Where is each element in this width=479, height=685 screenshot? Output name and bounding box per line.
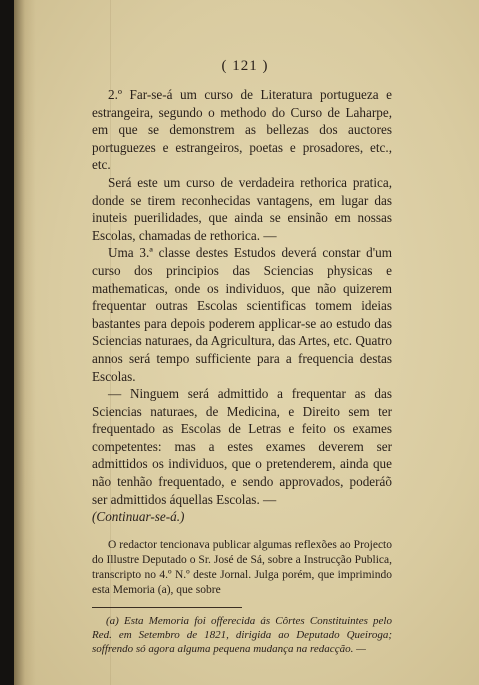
paragraph-admission: — Ninguem será admittido a frequentar as das Sciencias naturaes, de Medicina, e Direito sem ter frequentado as Escolas de Letras e feito os exames competentes: mas a estes exames deverem ser admittidos os individuos, que o pretenderem, ainda que não tenhão frequentado, e sendo approvados, poderáõ ser admittidos áquellas Escolas. —	[92, 386, 392, 507]
editor-note: O redactor tencionava publicar algumas reflexões ao Projecto do Illustre Deputado o Sr. José de Sá, sobre a Instrucção Publica, transcripto no 4.º N.º deste Jornal. Julga porém, que imprimindo esta Memoria (a), que sobre	[92, 538, 392, 596]
page-number: ( 121 )	[221, 58, 269, 74]
main-body	[92, 86, 392, 526]
continuation-note: (Continuar-se-á.)	[92, 509, 185, 525]
footnote-rule	[92, 607, 242, 608]
footnote: (a) Esta Memoria foi offerecida ás Côrtes Constituintes pelo Red. em Setembro de 1821, dirigida ao Deputado Queiroga; soffrendo só agora alguma pequena mudança na redacção. —	[92, 614, 392, 655]
page-gutter-shadow	[14, 0, 36, 685]
paragraph-third-class: Uma 3.ª classe destes Estudos deverá constar d'um curso dos principios das Sciencias physicas e mathematicas, onde os individuos, que não quizerem frequentar outras Escolas scientificas tomem ideias bastantes para depois poderem applicar-se ao estudo das Sciencias naturaes, da Agricultura, das Artes, etc. Quatro annos será tempo sufficiente para a frequencia destas Escolas.	[92, 245, 392, 384]
paragraph-rhetoric: Será este um curso de verdadeira rethorica pratica, donde se tirem reconhecidas vantagens, em lugar das inuteis puerilidades, que ainda se ensinão em nossas Escolas, chamadas de rethorica. —	[92, 174, 392, 243]
paragraph-literature-course: 2.º Far-se-á um curso de Literatura portugueza e estrangeira, segundo o methodo do Curso de Laharpe, em que se demonstrem as bellezas dos auctores portuguezes e estrangeiros, poetas e prosadores, etc., etc.	[92, 87, 392, 173]
section-gap	[92, 526, 392, 538]
page-text-block	[92, 58, 392, 656]
book-page	[14, 0, 479, 685]
